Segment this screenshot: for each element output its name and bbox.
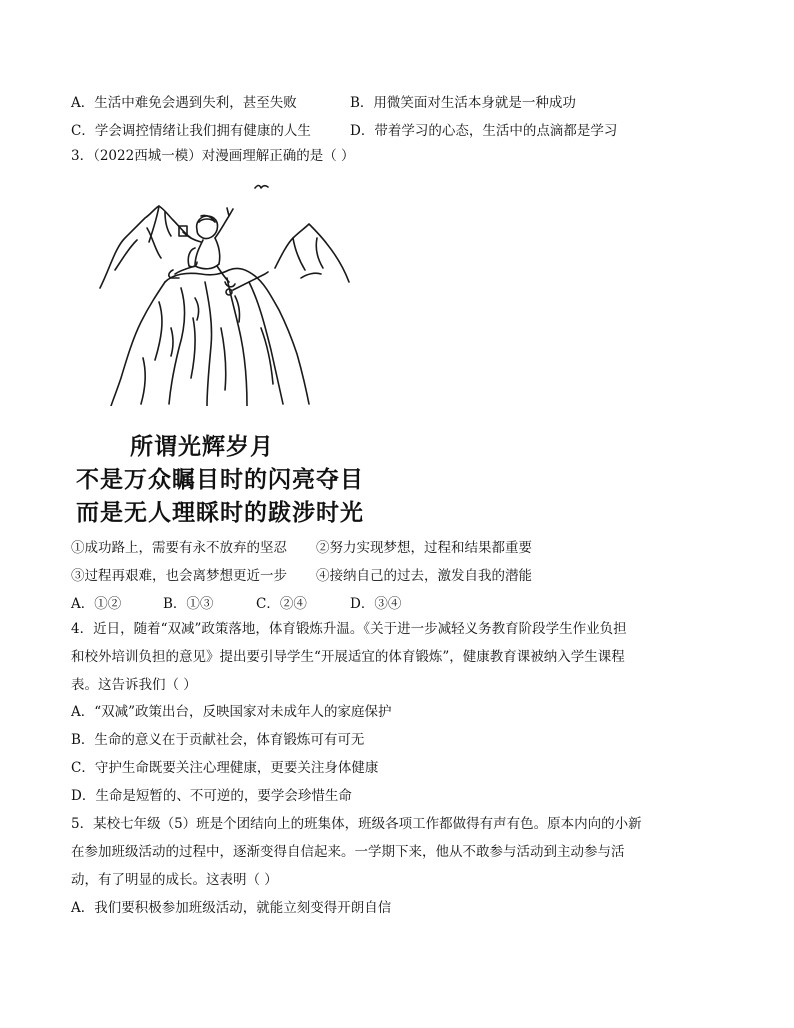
q4-option-d: D．生命是短暂的、不可逆的，要学会珍惜生命 xyxy=(71,788,352,804)
q3-stem: 3．（2022西城一模）对漫画理解正确的是（ ） xyxy=(71,148,355,164)
q2-option-d: D．带着学习的心态，生活中的点滴都是学习 xyxy=(350,123,618,139)
q5-stem-line-2: 在参加班级活动的过程中，逐渐变得自信起来。一学期下来，他从不敢参与活动到主动参与活 xyxy=(71,844,625,860)
q3-option-b: B．①③ xyxy=(163,596,214,612)
q3-option-c: C．②④ xyxy=(256,596,307,612)
q2-option-a: A．生活中难免会遇到失利，甚至失败 xyxy=(71,95,297,111)
q4-option-c: C．守护生命既要关注心理健康，更要关注身体健康 xyxy=(71,760,379,776)
cartoon-caption-line-1: 所谓光辉岁月 xyxy=(130,434,274,460)
q3-statement-3: ③过程再艰难，也会离梦想更近一步 xyxy=(71,568,287,584)
q5-option-a: A．我们要积极参加班级活动，就能立刻变得开朗自信 xyxy=(71,900,392,916)
q4-stem-line-1: 4．近日，随着“双减”政策落地，体育锻炼升温。《关于进一步减轻义务教育阶段学生作业负担 xyxy=(71,621,627,637)
q3-option-d: D．③④ xyxy=(350,596,402,612)
cartoon-caption-line-2: 不是万众瞩目时的闪亮夺目 xyxy=(76,467,364,493)
q3-statement-4: ④接纳自己的过去，激发自我的潜能 xyxy=(316,568,532,584)
q4-option-b: B．生命的意义在于贡献社会，体育锻炼可有可无 xyxy=(71,732,365,748)
q2-option-c: C．学会调控情绪让我们拥有健康的人生 xyxy=(71,123,311,139)
q5-stem-line-1: 5．某校七年级（5）班是个团结向上的班集体，班级各项工作都做得有声有色。原本内向的小新 xyxy=(71,816,642,832)
cartoon-illustration xyxy=(95,178,357,406)
q2-option-b: B．用微笑面对生活本身就是一种成功 xyxy=(350,95,576,111)
q3-option-a: A．①② xyxy=(71,596,122,612)
cartoon-caption-line-3: 而是无人理睬时的跋涉时光 xyxy=(76,500,364,526)
q4-stem-line-3: 表。这告诉我们（ ） xyxy=(71,677,197,693)
q3-statement-1: ①成功路上，需要有永不放弃的坚忍 xyxy=(71,540,287,556)
q3-statement-2: ②努力实现梦想，过程和结果都重要 xyxy=(316,540,532,556)
q5-stem-line-3: 动，有了明显的成长。这表明（ ） xyxy=(71,872,278,888)
q4-stem-line-2: 和校外培训负担的意见》提出要引导学生“开展适宜的体育锻炼”，健康教育课被纳入学生课程 xyxy=(71,649,625,665)
q4-option-a: A．“双减”政策出台，反映国家对未成年人的家庭保护 xyxy=(71,704,392,720)
